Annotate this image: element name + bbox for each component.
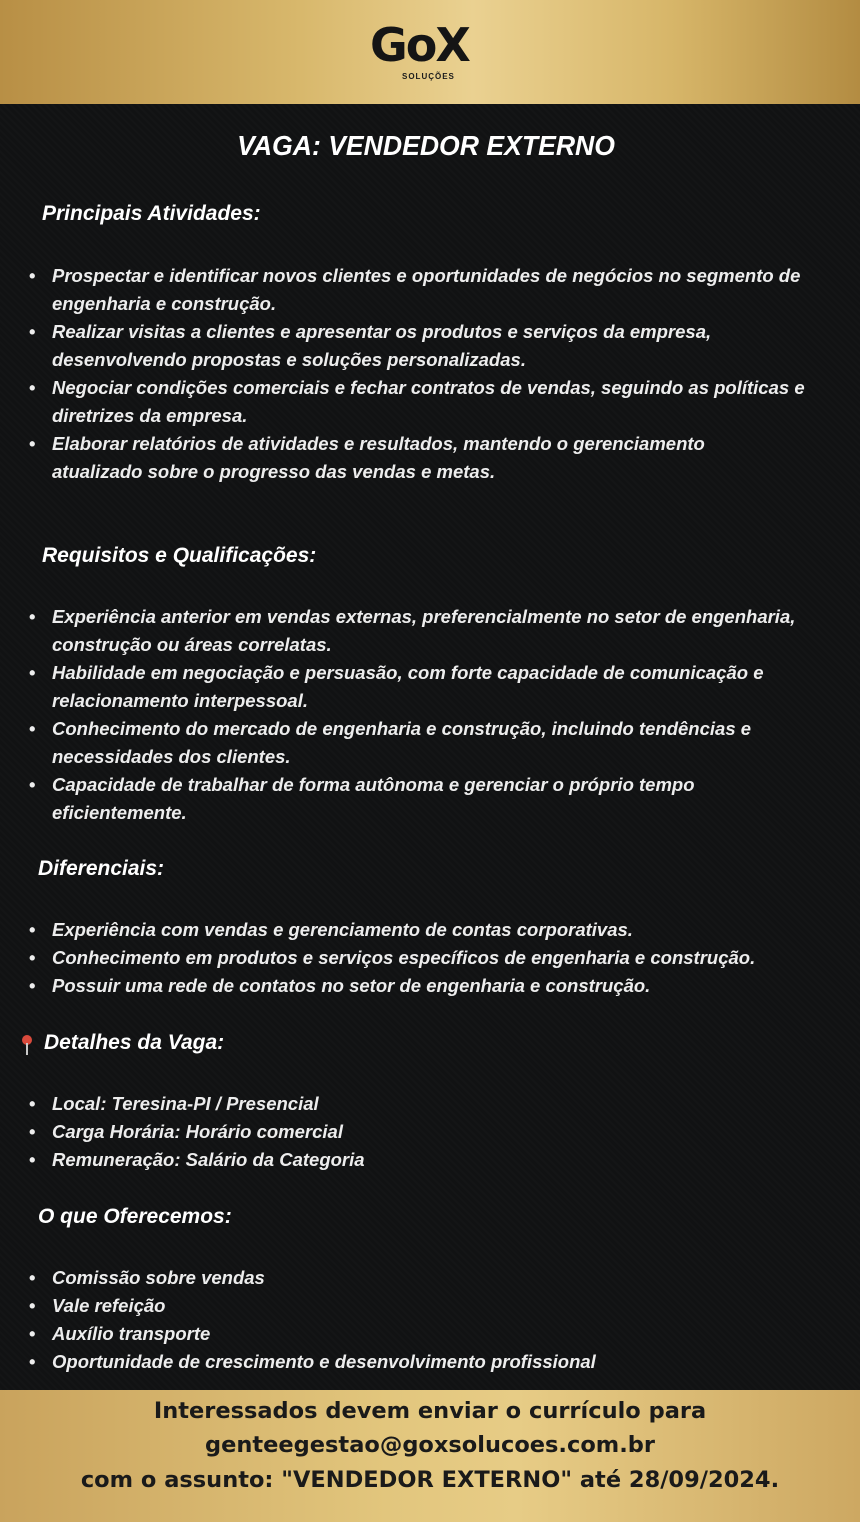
list-item-line: Habilidade em negociação e persuasão, com forte capacidade de comunicação e — [52, 662, 764, 683]
list-item — [26, 771, 860, 827]
footer-instruction: Interessados devem enviar o currículo para — [153, 1398, 707, 1424]
list-oferecemos — [26, 1264, 856, 1376]
heading-oferecemos: O que Oferecemos: — [38, 1205, 232, 1228]
list-item — [26, 916, 856, 944]
list-item-line: Conhecimento em produtos e serviços específicos de engenharia e construção. — [52, 947, 756, 968]
footer-banner — [0, 1390, 860, 1522]
list-item-line: Comissão sobre vendas — [52, 1267, 265, 1288]
list-item-line: necessidades dos clientes. — [52, 746, 291, 767]
heading-requisitos: Requisitos e Qualificações: — [42, 544, 317, 567]
heading-atividades: Principais Atividades: — [42, 202, 261, 225]
list-item — [26, 972, 856, 1000]
logo-subtitle: SOLUÇÕES — [402, 72, 455, 81]
header-banner — [0, 0, 860, 104]
list-item-line: Auxílio transporte — [52, 1323, 211, 1344]
list-item — [26, 430, 856, 486]
list-item-line: desenvolvendo propostas e soluções personalizadas. — [52, 349, 526, 370]
list-item-line: engenharia e construção. — [52, 293, 277, 314]
list-item — [26, 1090, 856, 1118]
list-item — [26, 715, 860, 771]
list-item — [26, 1118, 856, 1146]
list-item — [26, 318, 856, 374]
footer-subject-deadline: com o assunto: "VENDEDOR EXTERNO" até 28/09/2024. — [80, 1467, 780, 1493]
pin-icon — [20, 1034, 34, 1056]
list-item — [26, 1292, 856, 1320]
contact-email[interactable]: genteegestao@goxsolucoes.com.br — [205, 1432, 655, 1458]
list-item-line: Carga Horária: Horário comercial — [52, 1121, 343, 1142]
list-item-line: Local: Teresina-PI / Presencial — [52, 1093, 319, 1114]
list-item-line: Realizar visitas a clientes e apresentar os produtos e serviços da empresa, — [52, 321, 712, 342]
list-item-line: construção ou áreas correlatas. — [52, 634, 332, 655]
heading-diferenciais: Diferenciais: — [38, 857, 165, 880]
list-item-line: Conhecimento do mercado de engenharia e construção, incluindo tendências e — [52, 718, 752, 739]
list-item — [26, 944, 856, 972]
list-item-line: atualizado sobre o progresso das vendas e metas. — [52, 461, 496, 482]
list-item — [26, 262, 856, 318]
list-item — [26, 1146, 856, 1174]
list-item-line: Remuneração: Salário da Categoria — [52, 1149, 365, 1170]
page-title: VAGA: VENDEDOR EXTERNO — [237, 130, 615, 161]
list-item — [26, 1264, 856, 1292]
list-item-line: Elaborar relatórios de atividades e resultados, mantendo o gerenciamento — [52, 433, 705, 454]
list-item-line: Prospectar e identificar novos clientes e oportunidades de negócios no segmento de — [52, 265, 801, 286]
list-atividades — [26, 262, 856, 486]
list-item-line: Vale refeição — [52, 1295, 166, 1316]
list-item — [26, 374, 856, 430]
list-item-line: Experiência com vendas e gerenciamento de contas corporativas. — [52, 919, 633, 940]
heading-detalhes: Detalhes da Vaga: — [44, 1031, 225, 1054]
list-item-line: eficientemente. — [52, 802, 187, 823]
list-item-line: Capacidade de trabalhar de forma autônoma e gerenciar o próprio tempo — [52, 774, 695, 795]
list-item — [26, 1348, 856, 1376]
list-item — [26, 603, 860, 659]
list-item — [26, 1320, 856, 1348]
list-item-line: diretrizes da empresa. — [52, 405, 248, 426]
list-item-line: relacionamento interpessoal. — [52, 690, 309, 711]
list-item-line: Possuir uma rede de contatos no setor de engenharia e construção. — [52, 975, 651, 996]
list-item-line: Oportunidade de crescimento e desenvolvimento profissional — [52, 1351, 596, 1372]
list-diferenciais — [26, 916, 856, 1000]
list-item — [26, 659, 860, 715]
list-detalhes — [26, 1090, 856, 1174]
list-item-line: Experiência anterior em vendas externas, preferencialmente no setor de engenharia, — [52, 606, 796, 627]
company-logo — [368, 18, 492, 88]
logo-mark: GoX — [370, 18, 469, 72]
list-requisitos — [26, 603, 860, 827]
list-item-line: Negociar condições comerciais e fechar contratos de vendas, seguindo as políticas e — [52, 377, 805, 398]
